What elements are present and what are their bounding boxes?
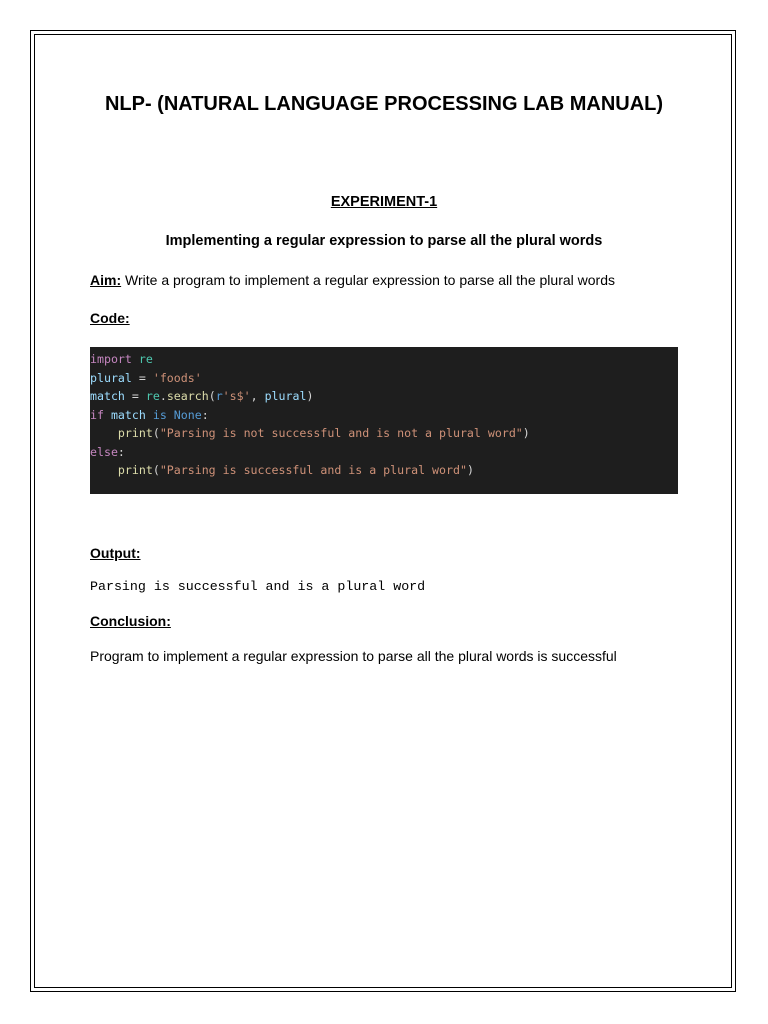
code-token [146, 408, 153, 422]
output-label [90, 545, 141, 561]
code-line [90, 369, 678, 388]
code-token: ) [466, 463, 474, 477]
code-token: re [138, 352, 153, 366]
code-token [90, 426, 118, 440]
document-title: NLP- (NATURAL LANGUAGE PROCESSING LAB MANUAL) [104, 93, 664, 115]
code-line [90, 443, 678, 462]
code-token: re [145, 389, 160, 403]
code-token: "Parsing is successful and is a plural word" [159, 463, 467, 477]
code-token: r [215, 389, 223, 403]
code-token: 'foods' [152, 370, 202, 385]
conclusion-label [90, 613, 171, 629]
experiment-subtitle: Implementing a regular expression to parse all the plural words [165, 233, 603, 249]
aim-line [90, 272, 615, 288]
code-line [90, 350, 678, 369]
code-token: . [159, 389, 167, 403]
code-token: match [90, 389, 125, 403]
code-token: print [117, 426, 153, 440]
code-line [90, 424, 678, 443]
code-token: ( [152, 426, 160, 440]
code-line [90, 461, 678, 480]
experiment-heading: EXPERIMENT-1 [330, 194, 438, 210]
code-token: : [117, 444, 125, 459]
code-line [90, 387, 678, 406]
code-line [90, 406, 678, 425]
conclusion-label-text: Conclusion: [90, 613, 171, 629]
code-token: ( [208, 389, 216, 403]
code-token: plural [90, 370, 132, 385]
code-token: search [166, 389, 209, 403]
code-token: ) [522, 426, 530, 440]
code-token: is [152, 407, 167, 422]
code-token: = [124, 389, 146, 403]
page-border-inner [34, 34, 732, 988]
code-token: else [90, 444, 118, 459]
code-token: plural [264, 389, 307, 403]
code-token: print [117, 463, 153, 477]
code-token: ( [152, 463, 160, 477]
aim-label: Aim: [90, 272, 122, 288]
conclusion-text: Program to implement a regular expression to parse all the plural words is successful [90, 648, 617, 664]
output-label-text: Output: [90, 545, 141, 561]
code-token: 's$' [222, 389, 251, 403]
aim-text: Write a program to implement a regular expression to parse all the plural words [121, 272, 615, 288]
code-label [90, 310, 130, 326]
code-token: match [110, 407, 146, 422]
code-token: : [201, 407, 209, 422]
output-text: Parsing is successful and is a plural word [90, 579, 426, 594]
code-token: , [250, 389, 265, 403]
code-token [132, 352, 139, 366]
code-block [90, 347, 678, 494]
code-token: import [90, 352, 132, 366]
code-token: None [173, 407, 202, 422]
code-token [167, 408, 174, 422]
code-token [104, 408, 111, 422]
code-token: ) [306, 389, 314, 403]
code-token: "Parsing is not successful and is not a plural word" [159, 426, 523, 440]
code-token [90, 463, 118, 477]
code-token: = [131, 370, 153, 385]
code-label-text: Code: [90, 310, 130, 326]
code-token: if [90, 407, 104, 422]
